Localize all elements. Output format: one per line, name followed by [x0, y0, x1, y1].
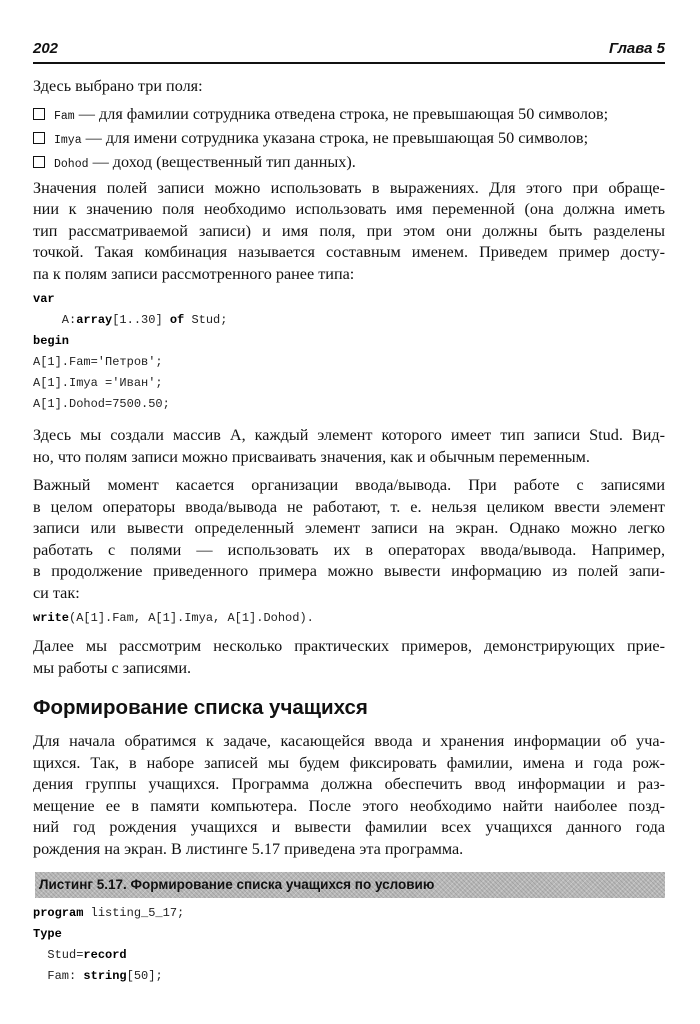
code-text: Stud;: [184, 313, 228, 327]
code-line: [33, 903, 665, 924]
text-line: щихся. Так, в наборе записей мы будем фиксировать фамилии, имена и года рож-: [33, 753, 665, 772]
code-block: [33, 289, 665, 415]
code-line: [33, 331, 665, 352]
code-text: Fam:: [33, 969, 84, 983]
code-line: [33, 924, 665, 945]
text-line: но, что полям записи можно присваивать значения, как и обычным переменным.: [33, 447, 590, 466]
code-line: [33, 352, 665, 373]
code-text: [1..30]: [112, 313, 170, 327]
code-line: [33, 608, 665, 629]
code-text: A:: [33, 313, 77, 327]
text-line: в целом операторы ввода/вывода не работают, т. е. нельзя целиком ввести элемент: [33, 497, 665, 516]
bullet-text: — для фамилии сотрудника отведена строка, не превышающая 50 символов;: [74, 104, 609, 123]
code-line: [33, 945, 665, 966]
chapter-title: Глава 5: [608, 40, 665, 57]
listing-caption: Листинг 5.17. Формирование списка учащихся по условию: [35, 872, 665, 898]
paragraph: [33, 425, 665, 468]
text-line: нии к значению поля необходимо использовать имя переменной (она должна иметь: [33, 200, 665, 218]
text-line: Далее мы рассмотрим несколько практических примеров, демонстрирующих прие-: [33, 637, 665, 655]
code-keyword: write: [33, 611, 70, 625]
field-name: Imya: [54, 133, 82, 147]
paragraph: [33, 178, 665, 286]
field-name: Dohod: [54, 157, 89, 171]
bullet-text: — доход (вещественный тип данных).: [88, 152, 356, 171]
code-keyword: program: [33, 906, 84, 920]
bullet-text: — для имени сотрудника указана строка, не превышающая 50 символов;: [81, 128, 589, 147]
bullet-item: [33, 150, 665, 174]
code-text: A[1].Dohod=7500.50;: [33, 397, 170, 411]
text-line: Для начала обратимся к задаче, касающейся ввода и хранения информации об уча-: [33, 732, 665, 750]
code-text: listing_5_17;: [83, 906, 185, 920]
text-line: работать с полями — использовать их в операторах ввода/вывода. Например,: [33, 540, 665, 559]
text-line: мещение ее в памяти компьютера. После этого необходимо найти наиболее позд-: [33, 796, 665, 815]
code-text: A[1].Fam='Петров';: [33, 355, 163, 369]
checkbox-bullet-icon: [33, 132, 45, 144]
field-name: Fam: [54, 109, 75, 123]
code-line: [33, 289, 665, 310]
code-text: A[1].Imya ='Иван';: [33, 376, 163, 390]
intro-text: [33, 76, 665, 98]
bullet-item: [33, 102, 665, 126]
code-line: [33, 394, 665, 415]
text-line: дения группы учащихся. Программа должна обеспечить ввод информации и раз-: [33, 775, 665, 793]
code-keyword: record: [83, 948, 127, 962]
code-keyword: Type: [33, 927, 62, 941]
text-line: записи или вывести определенный элемент записи на экран. Однако можно легко: [33, 519, 665, 537]
text-line: Значения полей записи можно использовать в выражениях. Для этого при обраще-: [33, 178, 665, 197]
text-line: в продолжение приведенного примера можно вывести информацию из полей запи-: [33, 562, 665, 580]
code-keyword: of: [169, 313, 185, 327]
text-line: ний год рождения учащихся и вывести фамилии всех учащихся данного года: [33, 818, 665, 836]
code-block: [33, 903, 665, 987]
code-line: [33, 373, 665, 394]
text-line: мы работы с записями.: [33, 658, 192, 677]
code-text: [50];: [126, 969, 163, 983]
checkbox-bullet-icon: [33, 108, 45, 120]
code-keyword: begin: [33, 334, 70, 348]
code-keyword: array: [76, 313, 113, 327]
paragraph: [33, 475, 665, 604]
section-heading: Формирование списка учащихся: [33, 696, 368, 719]
text-line: Важный момент касается организации ввода/вывода. При работе с записями: [33, 476, 665, 494]
text-line: тип рассматриваемой записи) и имя поля, при этом они должны быть разделены: [33, 221, 665, 240]
page-number: 202: [33, 40, 59, 57]
text-line: Здесь мы создали массив A, каждый элемент которого имеет тип записи Stud. Вид-: [33, 426, 665, 444]
text-line: рождения на экран. В листинге 5.17 приведена эта программа.: [33, 839, 464, 858]
code-block: [33, 608, 665, 629]
text-line: точкой. Такая комбинация называется составным именем. Приведем пример досту-: [33, 243, 665, 261]
checkbox-bullet-icon: [33, 156, 45, 168]
code-line: [33, 966, 665, 987]
code-text: Stud=: [33, 948, 84, 962]
code-line: [33, 310, 665, 331]
bullet-item: [33, 126, 665, 150]
text-line: па к полям записи рассмотренного ранее типа:: [33, 264, 355, 283]
code-keyword: var: [33, 292, 55, 306]
text-line: си так:: [33, 583, 80, 602]
code-keyword: string: [83, 969, 127, 983]
header-rule: [33, 62, 665, 64]
text-line: Здесь выбрано три поля:: [33, 77, 203, 95]
page-body: [33, 76, 665, 987]
paragraph: [33, 731, 665, 860]
paragraph: [33, 636, 665, 679]
code-text: (A[1].Fam, A[1].Imya, A[1].Dohod).: [69, 611, 314, 625]
running-header: [33, 40, 665, 62]
